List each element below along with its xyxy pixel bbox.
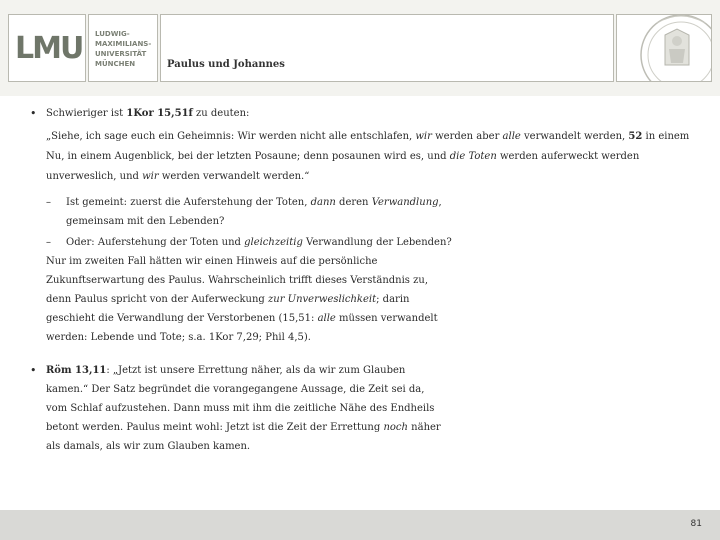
text-span: werden verwandelt werden.“	[158, 171, 310, 182]
slide-title: Paulus und Johannes	[167, 59, 285, 70]
slide-content	[30, 104, 690, 456]
bullet-2	[30, 361, 446, 456]
text-span: werden aber	[431, 131, 503, 142]
university-name-line: UNIVERSITÄT	[95, 50, 147, 58]
bible-reference: Röm 13,11	[46, 365, 107, 376]
title-box	[160, 14, 614, 82]
bible-quote	[46, 127, 690, 187]
university-seal-icon	[616, 14, 712, 82]
text-span: näher als damals, als wir zum Glauben kamen.	[46, 422, 441, 452]
university-name-line: MÜNCHEN	[95, 60, 136, 68]
emphasis: wir	[415, 131, 432, 142]
text-span: , gemeinsam mit den Lebenden?	[66, 197, 442, 227]
text-span: : „Jetzt ist unsere Errettung näher, als da wir zum Glauben kamen.“ Der Satz begründet die vorangegangene Aussage, die Zeit sei da, vom Schlaf aufzustehen. Dann muss mit ihm die zeitliche Nähe des Endheils betont werden. Paulus meint wohl: Jetzt ist die Zeit der Errettung	[46, 365, 435, 433]
bullet-2-text	[46, 361, 446, 456]
emphasis: gleichzeitig	[244, 237, 303, 248]
text-span: Verwandlung der Lebenden?	[302, 237, 452, 248]
text-span: zu deuten:	[192, 108, 250, 119]
text-span: „Siehe, ich sage euch ein Geheimnis: Wir werden nicht alle entschlafen,	[46, 131, 416, 142]
lmu-logo-text: LMU	[15, 31, 83, 66]
emphasis: Verwandlung	[371, 197, 439, 208]
text-span: ; darin geschieht die Verwandlung der Verstorbenen (15,51:	[46, 294, 410, 324]
text-span: deren	[335, 197, 372, 208]
page-number: 81	[690, 519, 702, 529]
text-span: Oder: Auferstehung der Toten und	[66, 237, 245, 248]
dash-item-1	[46, 193, 446, 231]
text-span: in einem Nu, in einem Augenblick, bei der letzten Posaune; denn posaunen wird es, und	[46, 131, 690, 162]
bullet-marker: •	[30, 107, 37, 120]
emphasis: zur Unverweslichkeit	[268, 294, 377, 305]
slide-header	[0, 0, 720, 96]
university-name-line: MAXIMILIANS-	[95, 40, 152, 48]
bullet-1	[30, 104, 690, 347]
bible-reference: 1Kor 15,51f	[126, 108, 193, 119]
university-name-line: LUDWIG-	[95, 30, 130, 38]
emphasis: wir	[142, 171, 159, 182]
slide-footer	[0, 510, 720, 540]
bullet-1-intro	[46, 104, 690, 123]
dash-item-2	[46, 233, 466, 252]
bullet-marker: •	[30, 364, 37, 377]
university-name-box	[88, 14, 158, 82]
text-span: Nur im zweiten Fall hätten wir einen Hinweis auf die persönliche Zukunftserwartung des Paulus. Wahrscheinlich trifft dieses Verständnis zu, denn Paulus spricht von der Auferweckung	[46, 256, 429, 305]
text-span: werden auferweckt werden unverweslich, und	[46, 151, 640, 182]
explanation-paragraph	[46, 252, 446, 347]
text-span: verwandelt werden,	[520, 131, 629, 142]
emphasis: alle	[317, 313, 336, 324]
text-span: müssen verwandelt werden: Lebende und Tote; s.a. 1Kor 7,29; Phil 4,5).	[46, 313, 438, 343]
text-span: Ist gemeint: zuerst die Auferstehung der Toten,	[66, 197, 311, 208]
emphasis: alle	[502, 131, 521, 142]
text-span: Schwieriger ist	[46, 108, 127, 119]
lmu-logo	[8, 14, 86, 82]
emphasis: noch	[383, 422, 408, 433]
dash-marker: –	[46, 237, 51, 248]
seal-graphic	[617, 15, 712, 82]
verse-number: 52	[628, 131, 643, 142]
emphasis: dann	[310, 197, 336, 208]
dash-marker: –	[46, 197, 51, 208]
emphasis: die Toten	[449, 151, 497, 162]
